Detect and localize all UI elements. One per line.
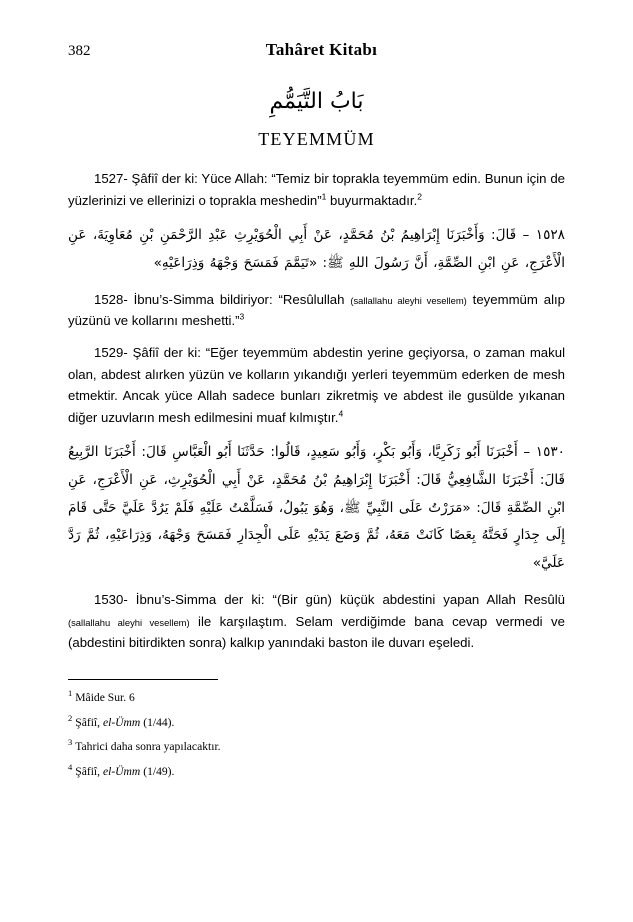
footnote-marker: 1 (68, 688, 73, 699)
honorific-inline-1528: (sallallahu aleyhi vesellem) (350, 294, 467, 306)
footnote-text: Şâfiî, (75, 764, 103, 778)
footnote-divider (68, 679, 218, 680)
page-number: 382 (68, 43, 91, 59)
footnote-ref-1: 1 (321, 191, 327, 202)
arabic-chapter-heading: بَابُ التَّيَمُّمِ (269, 89, 364, 114)
footnote-marker: 2 (68, 712, 73, 723)
paragraph-1529-text: 1529- Şâfiî der ki: “Eğer teyemmüm abdestin yerine geçiyorsa, o zaman makul olan, abdest alırken yüzün ve kolların yıkandığı yerleri teyemmüm ederken de mesh etmektir. Ancak yüce Allah sadece bunları zikretmiş ve abdest ile gusülde yıkanan diğer uzuvların mesh edilmesini muaf kılmıştır. (68, 345, 565, 425)
section-title: TEYEMMÜM (258, 129, 375, 150)
footnote-list (68, 689, 565, 780)
paragraph-1527 (68, 168, 565, 211)
paragraph-1529 (68, 342, 565, 428)
footnote-marker: 3 (68, 737, 73, 748)
page-footer-spacer (68, 787, 565, 797)
page-header (68, 40, 565, 70)
paragraph-1530-text2: ile karşılaştım. Selam verdiğimde bana cevap vermedi ve (abdestini bitirdikten sonra) kalkıp yanındaki baston ile duvarı eşeledi. (68, 613, 565, 650)
footnote-ref-3: 3 (239, 311, 245, 322)
footnote-ref-2: 2 (417, 191, 422, 202)
footnote-text: Mâide Sur. 6 (75, 691, 135, 705)
footnote-item (68, 714, 565, 731)
paragraph-1527-tail: buyurmaktadır. (326, 192, 418, 208)
arabic-hadith-1528: ١٥٢٨ – قَالَ: وَأَخْبَرَنَا إِبْرَاهِيمُ بْنُ مُحَمَّدٍ، عَنْ أَبِي الْحُوَيْرِثِ عَبْدِ الرَّحْمَنِ بْنِ مُعَاوِيَةَ، عَنِ الْأَعْرَجِ، عَنِ ابْنِ الصِّمَّةِ، أَنَّ رَسُولَ اللهِ ﷺ: «تَيَمَّمَ فَمَسَحَ وَجْهَهُ وَذِرَاعَيْهِ» (68, 226, 565, 271)
footnote-item (68, 689, 565, 706)
paragraph-1530 (68, 589, 565, 653)
paragraph-1530-text: 1530- İbnu’s-Simma der ki: “(Bir gün) küçük abdestini yapan Allah Resûlü (94, 592, 565, 608)
paragraph-1528-text2: teyemmüm alıp yüzünü ve kollarını meshetti.” (68, 291, 566, 329)
paragraph-1527-text: 1527- Şâfiî der ki: Yüce Allah: “Temiz bir toprakla teyemmüm edin. Bunun için de yüzlerinizi ve ellerinizi o toprakla meshedin” (68, 171, 565, 208)
arabic-hadith-1530: ١٥٣٠ – أَخْبَرَنَا أَبُو زَكَرِيَّا، وَأَبُو بَكْرٍ، وَأَبُو سَعِيدٍ، قَالُوا: حَدَّثَنَا أَبُو الْعَبَّاسِ قَالَ: أَخْبَرَنَا الرَّبِيعُ قَالَ: أَخْبَرَنَا الشَّافِعِيُّ قَالَ: أَخْبَرَنَا إِبْرَاهِيمُ بْنُ مُحَمَّدٍ، عَنْ أَبِي الْحُوَيْرِثِ، عَنِ الْأَعْرَجِ، عَنِ ابْنِ الصِّمَّةِ قَالَ: «مَرَرْتُ عَلَى النَّبِيِّ ﷺ، وَهُوَ يَبُولُ، فَسَلَّمْتُ عَلَيْهِ فَلَمْ يَرُدَّ عَلَيَّ حَتَّى قَامَ إِلَى جِدَارٍ فَحَتَّهُ بِعَصًا كَانَتْ مَعَهُ، ثُمَّ وَضَعَ يَدَيْهِ عَلَى الْجِدَارِ فَمَسَحَ وَجْهَهُ، وَذِرَاعَيْهِ، ثُمَّ رَدَّ عَلَيَّ» (68, 443, 565, 572)
honorific-inline-1530: (sallallahu aleyhi vesellem) (68, 616, 190, 628)
paragraph-1528-text: 1528- İbnu’s-Simma bildiriyor: “Resûlullah (94, 291, 351, 307)
footnote-marker: 4 (68, 761, 73, 772)
footnote-tail: (1/49). (140, 764, 175, 778)
footnote-italic: el-Ümm (102, 764, 141, 778)
footnote-text: Tahrici daha sonra yapılacaktır. (75, 740, 221, 754)
footnote-item (68, 738, 565, 755)
footnote-italic: el-Ümm (102, 715, 141, 729)
footnote-tail: (1/44). (140, 715, 175, 729)
running-title: Tahâret Kitabı (265, 40, 378, 59)
paragraph-1528 (68, 289, 565, 332)
footnote-ref-4: 4 (338, 408, 344, 419)
footnote-text: Şâfiî, (75, 715, 103, 729)
footnote-item (68, 763, 565, 780)
